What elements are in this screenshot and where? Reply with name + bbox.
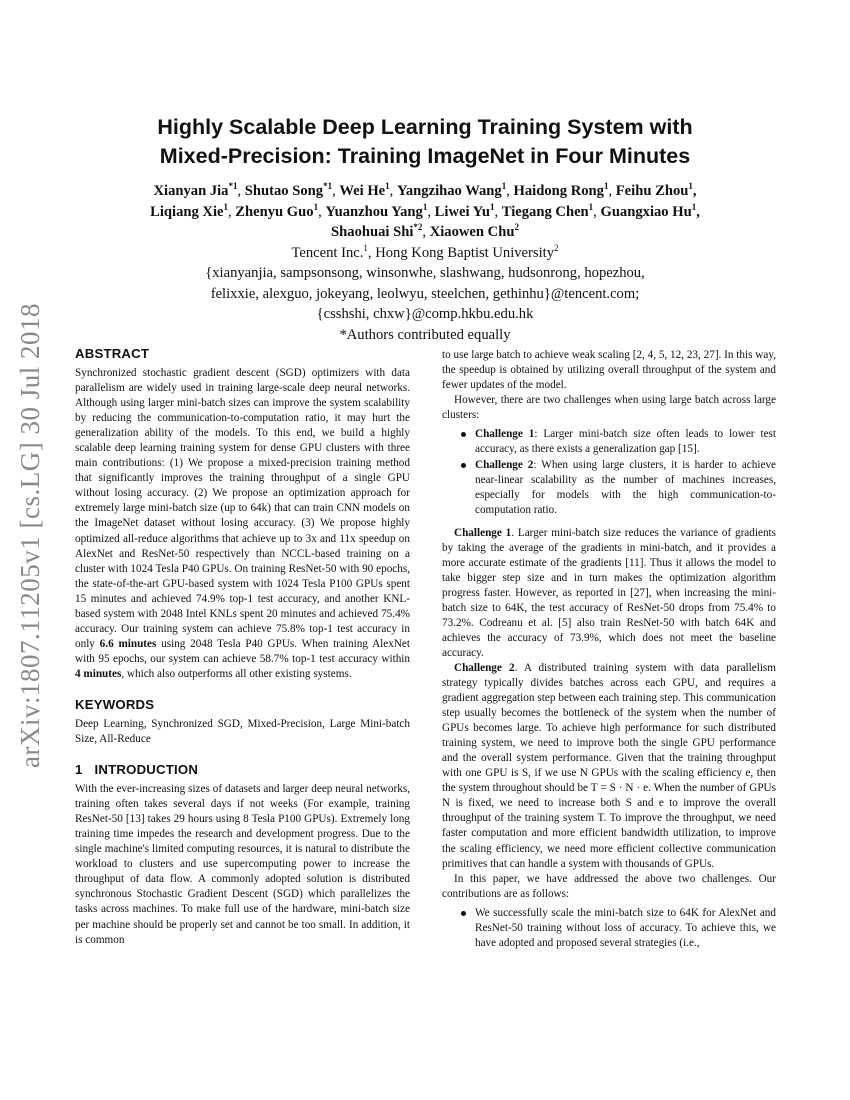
keywords-heading: KEYWORDS bbox=[75, 696, 155, 712]
author-block bbox=[70, 181, 780, 345]
list-item: Challenge 1: Larger mini-batch size often leads to lower test accuracy, as there exists a generalization gap [15]. bbox=[475, 427, 776, 457]
author-line: Liqiang Xie$^1$, Zhenyu Guo$^1$, Yuanzhou Yang$^1$, Liwei Yu$^1$, Tiegang Chen$^1$, Guangxiao Hu$^1$, bbox=[150, 201, 700, 220]
author: Zhenyu Guo$^1$ bbox=[235, 201, 319, 220]
intro-paragraph: In this paper, we have addressed the above two challenges. Our contributions are as follows: bbox=[442, 872, 776, 900]
author-line: Shaohuai Shi$^{*2}$, Xiaowen Chu$^2$ bbox=[331, 222, 519, 240]
author-line: Xianyan Jia$^{*1}$, Shutao Song$^{*1}$, Wei He$^1$, Yangzihao Wang$^1$, Haidong Rong$^1$, Feihu Zhou$^1$, bbox=[153, 181, 697, 199]
author: Tiegang Chen$^1$ bbox=[501, 201, 594, 220]
email-line: {csshshi, chxw}@comp.hkbu.edu.hk bbox=[316, 306, 534, 322]
author: Xianyan Jia$^{*1}$ bbox=[153, 181, 238, 199]
left-column bbox=[75, 346, 410, 948]
title-line: Highly Scalable Deep Learning Training System with bbox=[157, 115, 693, 139]
title-line: Mixed-Precision: Training ImageNet in Four Minutes bbox=[159, 144, 691, 168]
abstract-heading: ABSTRACT bbox=[75, 346, 150, 361]
list-item: Challenge 2: When using large clusters, it is harder to achieve near-linear scalability as the number of machines increases, especially for models with the high communication-to-computation ratio. bbox=[475, 458, 776, 518]
intro-paragraph: to use large batch to achieve weak scaling [2, 4, 5, 12, 23, 27]. In this way, the speedup is obtained by utilizing overall throughput of the system and fewer updates of the model. bbox=[442, 349, 776, 392]
author: Xiaowen Chu$^2$ bbox=[429, 222, 519, 240]
equal-contribution-note: *Authors contributed equally bbox=[339, 326, 511, 343]
author: Yuanzhou Yang$^1$ bbox=[325, 201, 428, 220]
paper-title bbox=[80, 113, 770, 171]
introduction-heading: 1 INTRODUCTION bbox=[75, 762, 199, 778]
challenge-list bbox=[442, 427, 776, 518]
author: Haidong Rong$^1$ bbox=[513, 181, 609, 199]
introduction-paragraph: With the ever-increasing sizes of datasets and larger deep neural networks, training often takes several days if not weeks (For example, training ResNet-50 [13] takes 29 hours using 8 Tesla P100 GPUs). Extremely long training time impedes the research and development progress. Due to the single machine's limited computing resources, it is natural to distribute the workload to clusters and use supercomputing power to increase the throughput of data flow. A commonly adopted solution is distributed synchronous Stochastic Gradient Descent (SGD) which parallelizes the tasks across machines. To make full use of the hardware, mini-batch size per machine should be properly set and cannot be too small. In addition, it is common bbox=[75, 783, 410, 946]
list-item: We successfully scale the mini-batch size to 64K for AlexNet and ResNet-50 training without loss of accuracy. To achieve this, we have adopted and proposed several strategies (i.e., bbox=[475, 906, 776, 951]
author: Feihu Zhou$^1$ bbox=[615, 181, 693, 199]
right-column bbox=[442, 348, 776, 958]
email-line: felixxie, alexguo, jokeyang, leolwyu, steelchen, gethinhu}@tencent.com; bbox=[210, 285, 640, 302]
author: Wei He$^1$ bbox=[339, 181, 390, 199]
challenge-1-paragraph: Challenge 1. Larger mini-batch size reduces the variance of gradients by taking the average of the gradients in mini-batch, and it provides a more accurate estimate of the gradients [11]. Thus it allows the model to take bigger step size and in turn makes the optimization algorithm progress faster. However, as reported in [27], when increasing the mini-batch size to 64K, the test accuracy of ResNet-50 drops from 75.4% to 73.2%. Codreanu et al. [5] also train ResNet-50 with batch 64K and achieves the accuracy of 73.9%, which does not meet the baseline accuracy. bbox=[442, 526, 776, 659]
author: Liqiang Xie$^1$ bbox=[150, 201, 228, 220]
intro-paragraph: However, there are two challenges when using large batch across large clusters: bbox=[442, 394, 776, 422]
author: Shutao Song$^{*1}$ bbox=[244, 181, 333, 199]
email-line: {xianyanjia, sampsonsong, winsonwhe, slashwang, hudsonrong, hopezhou, bbox=[205, 265, 645, 281]
challenge-2-paragraph: Challenge 2. A distributed training system with data parallelism strategy typically divides batches across each GPU, and requires a gradient aggregation step between each training step. This communication step usually becomes the bottleneck of the system when the number of GPUs becomes large. To achieve high performance for such distributed training system, we need to improve both the single GPU performance and the overall system performance. Given that the training throughput with one GPU is S, if we use N GPUs with the scaling efficiency e, then the system throughout should be T = S · N · e. When the number of GPUs N is fixed, we need to increase both S and e to improve the overall throughput of the training system T. To improve the throughput, we need faster computation and more efficient bandwidth utilization, to improve the scaling efficiency, we need more efficient collective communication primitives that can handle a system with thousands of GPUs. bbox=[442, 661, 776, 870]
author: Guangxiao Hu$^1$ bbox=[600, 201, 697, 220]
author: Shaohuai Shi$^{*2}$ bbox=[331, 222, 423, 240]
abstract-text: Synchronized stochastic gradient descent (SGD) optimizers with data parallelism are widely used in training large-scale deep neural networks. Although using larger mini-batch sizes can improve the system scalability by reducing the communication-to-computation ratio, it may hurt the generalization ability of the models. To this end, we build a highly scalable deep learning training system for dense GPU clusters with three main contributions: (1) We propose a mixed-precision training method that significantly improves the training throughput of a single GPU without losing accuracy. (2) We propose an optimization approach for extremely large mini-batch size (up to 64k) that can train CNN models on the ImageNet dataset without losing accuracy. (3) We propose highly optimized all-reduce algorithms that achieve up to 3x and 11x speedup on AlexNet and ResNet-50 respectively than NCCL-based training on a cluster with 1024 Tesla P40 GPUs. On training ResNet-50 with 90 epochs, the state-of-the-art GPU-based system with 1024 Tesla P100 GPUs spent 15 minutes and achieved 74.9% top-1 test accuracy, and another KNL-based system with 2048 Intel KNLs spent 20 minutes and achieved 75.4% accuracy. Our training system can achieve 75.8% top-1 test accuracy in only 6.6 minutes using 2048 Tesla P40 GPUs. When training AlexNet with 95 epochs, our system can achieve 58.7% top-1 test accuracy within 4 minutes, which also outperforms all other existing systems. bbox=[75, 367, 410, 680]
arxiv-identifier: arXiv:1807.11205v1 [cs.LG] 30 Jul 2018 bbox=[14, 302, 45, 768]
author: Yangzihao Wang$^1$ bbox=[396, 181, 507, 199]
contribution-list bbox=[442, 906, 776, 951]
author: Liwei Yu$^1$ bbox=[434, 201, 495, 220]
keywords-text: Deep Learning, Synchronized SGD, Mixed-Precision, Large Mini-batch Size, All-Reduce bbox=[75, 717, 410, 746]
affiliation: Tencent Inc.$^1$, Hong Kong Baptist University$^2$ bbox=[291, 242, 559, 261]
